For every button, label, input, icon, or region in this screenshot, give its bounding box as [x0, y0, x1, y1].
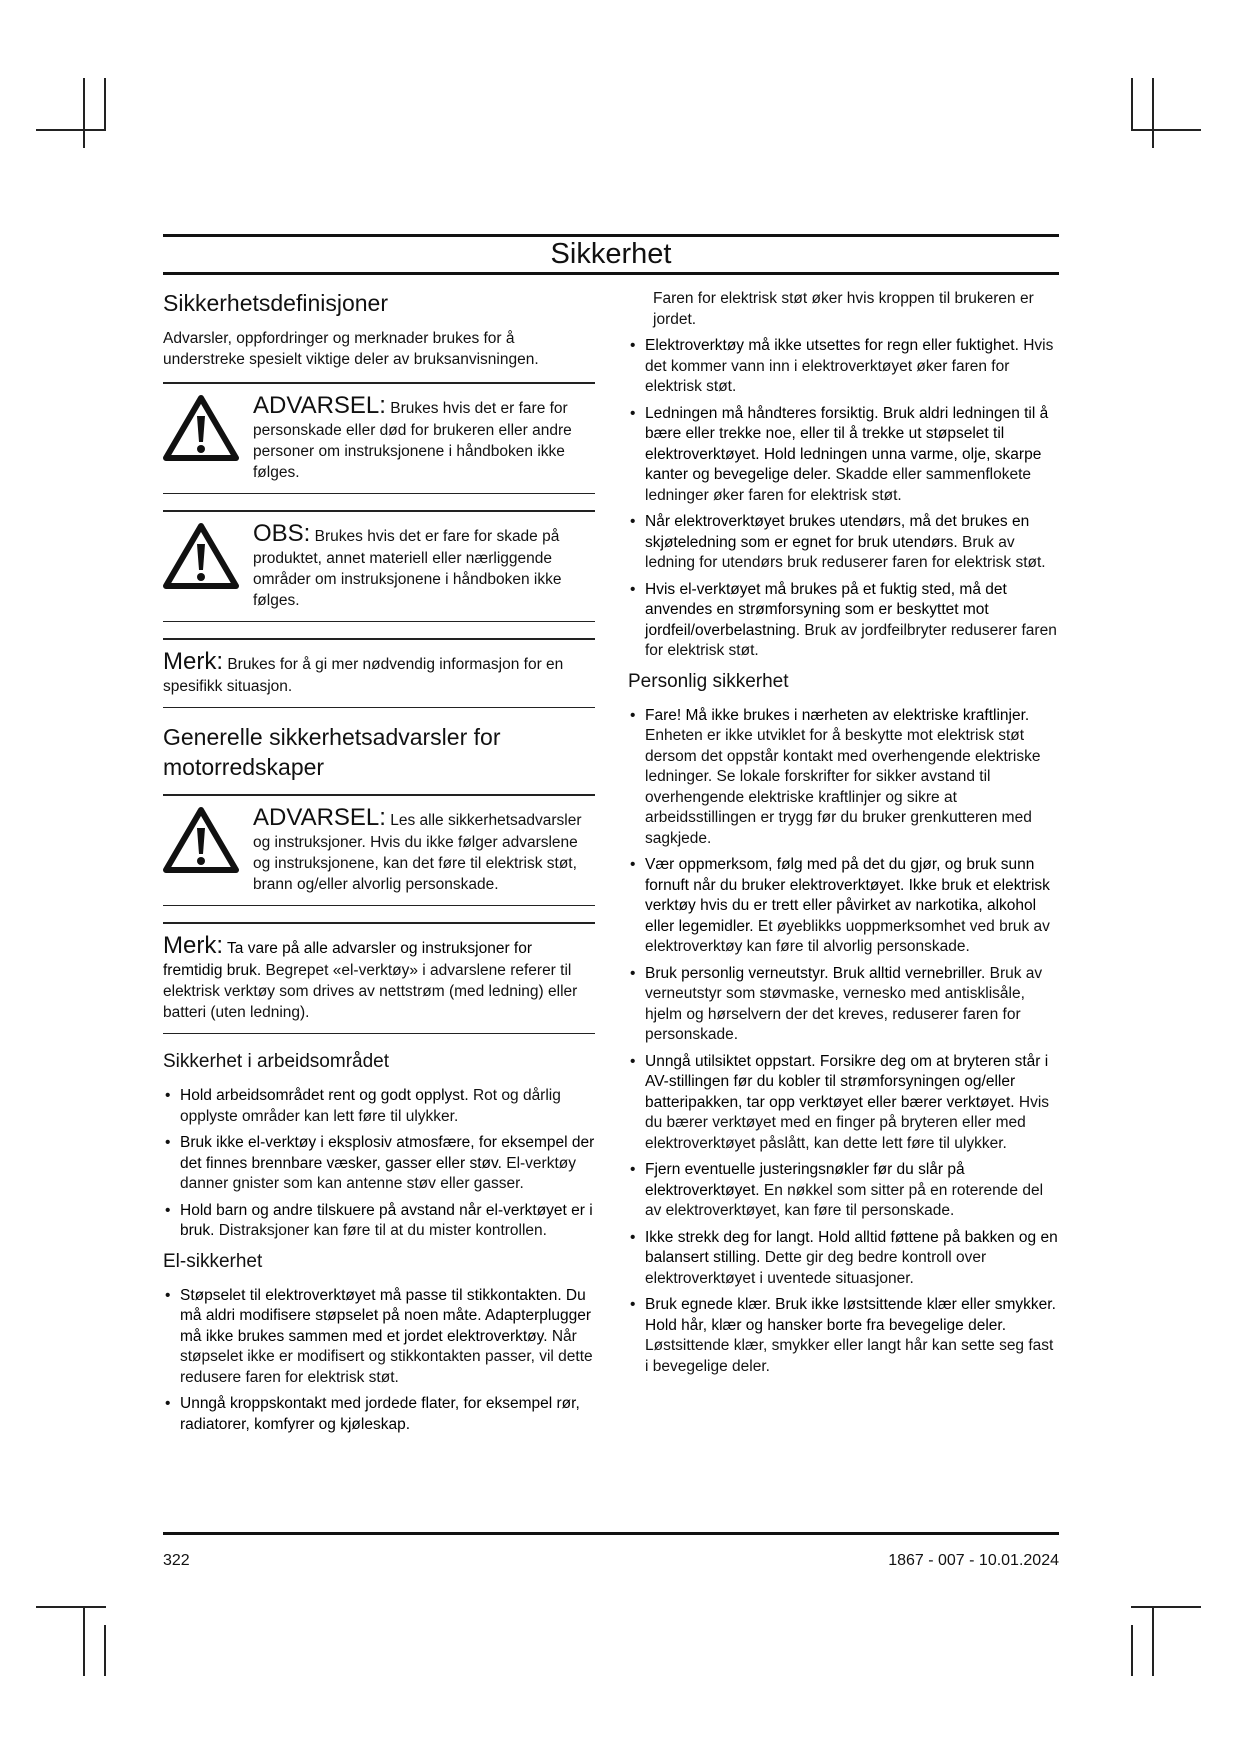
- divider: [163, 493, 595, 495]
- caution-notice: [163, 512, 595, 621]
- item-bold: Fare! Må ikke brukes i nærheten av elektriske kraftlinjer.: [645, 706, 1030, 724]
- page-title: Sikkerhet: [550, 238, 672, 270]
- general-note: [163, 924, 595, 1033]
- item-text: Bruk av verneutstyr som støvmaske, vernesko med antisklisåle, hjelm og hørselvern der det kreves, reduserer faren for personskade.: [645, 964, 1043, 1043]
- list-item: • Bruk ikke el-verktøy i eksplosiv atmosfære, for eksempel der det finnes brennbare væsker, gasser eller støv. El-verktøy danner gnister som kan antenne støv eller gasser.: [165, 1134, 595, 1192]
- crop-mark: [83, 78, 85, 148]
- item-text: Distraksjoner kan føre til at du mister kontrollen.: [218, 1222, 547, 1239]
- divider: [163, 621, 595, 623]
- item-text: El-verktøy danner gnister som kan antenne støv eller gasser.: [180, 1154, 576, 1192]
- list-item: • Hvis el-verktøyet må brukes på et fuktig sted, må det anvendes en strømforsyning som er beskyttet mot jordfeil/overbelastning. Bruk av jordfeilbryter reduserer faren for elektrisk støt.: [630, 580, 1057, 659]
- item-bold: Hvis el-verktøyet må brukes på et fuktig sted, må det anvendes en strømforsyning som er beskyttet mot jordfeil/overbelastning.: [645, 580, 1007, 639]
- divider: [163, 905, 595, 907]
- caution-text: Brukes hvis det er fare for skade på produktet, annet materiell eller nærliggende områder om instruksjonene i håndboken ikke følges.: [253, 527, 562, 609]
- item-bold: Når elektroverktøyet brukes utendørs, må det brukes en skjøteledning som er egnet for bruk utendørs.: [645, 513, 1030, 551]
- list-item: • Bruk egnede klær. Bruk ikke løstsittende klær eller smykker. Hold hår, klær og hansker borte fra bevegelige deler. Løstsittende klær, smykker eller langt hår kan sette seg fast i bevegelige deler.: [630, 1296, 1056, 1375]
- warning-triangle-icon: [163, 522, 239, 590]
- warning-triangle-icon: [163, 806, 239, 874]
- item-text: Hvis du bærer verktøyet med en finger på bryteren eller med elektroverktøyet påslått, kan dette lett føre til ulykker.: [645, 1093, 1050, 1152]
- list-item: • Når elektroverktøyet brukes utendørs, må det brukes en skjøteledning som er egnet for bruk utendørs. Bruk av ledning for utendørs bruk reduserer faren for elektrisk støt.: [630, 513, 1046, 571]
- list-item: • Unngå utilsiktet oppstart. Forsikre deg om at bryteren står i AV-stillingen før du kobler til strømforsyningen og/eller batteripakken, tar opp verktøyet eller bærer verktøyet. Hvis du bærer verktøyet med en finger på bryteren eller med elektroverktøyet påslått, kan dette lett føre til ulykker.: [630, 1052, 1050, 1152]
- definitions-heading: Sikkerhetsdefinisjoner: [163, 290, 389, 316]
- item-text: Rot og dårlig opplyste områder kan lett føre til ulykker.: [180, 1087, 561, 1125]
- page-number: 322: [163, 1552, 190, 1569]
- item-text: Løstsittende klær, smykker eller langt hår kan sette seg fast i bevegelige deler.: [645, 1337, 1054, 1375]
- note-text: Brukes for å gi mer nødvendig informasjon for en spesifikk situasjon.: [163, 655, 564, 695]
- general-note-text: Begrepet «el-verktøy» i advarslene referer til elektrisk verktøy som drives av nettstrøm (med ledning) eller batteri (uten ledning).: [163, 961, 578, 1021]
- definitions-intro: Advarsler, oppfordringer og merknader brukes for å understreke spesielt viktige deler av bruksanvisningen.: [163, 330, 539, 368]
- list-item: • Hold arbeidsområdet rent og godt opplyst. Rot og dårlig opplyste områder kan lett føre til ulykker.: [165, 1087, 561, 1125]
- item-bold: Unngå kroppskontakt med jordede flater, for eksempel rør, radiatorer, komfyrer og kjøleskap.: [180, 1395, 580, 1433]
- crop-mark: [1131, 129, 1201, 131]
- header-bottom-rule: [163, 272, 1059, 275]
- crop-mark: [1131, 78, 1133, 130]
- continuation-text: Faren for elektrisk støt øker hvis kroppen til brukeren er jordet.: [653, 290, 1034, 328]
- footer-rule: [163, 1532, 1059, 1535]
- list-item: • Fjern eventuelle justeringsnøkler før du slår på elektroverktøyet. En nøkkel som sitter på en roterende del av elektroverktøyet, kan føre til personskade.: [630, 1161, 1044, 1219]
- warning-triangle-icon: [163, 394, 239, 462]
- list-item: • Unngå kroppskontakt med jordede flater, for eksempel rør, radiatorer, komfyrer og kjøleskap.: [165, 1395, 580, 1433]
- item-bold: Unngå utilsiktet oppstart. Forsikre deg om at bryteren står i AV-stillingen før du kobler til strømforsyningen og/eller batteripakken, tar opp verktøyet eller bærer verktøyet.: [645, 1052, 1049, 1111]
- crop-mark: [1131, 1625, 1133, 1676]
- item-text: Et øyeblikks uoppmerksomhet ved bruk av elektroverktøy kan føre til alvorlig personskade.: [645, 917, 1050, 955]
- list-item: • Hold barn og andre tilskuere på avstand når el-verktøyet er i bruk. Distraksjoner kan føre til at du mister kontrollen.: [165, 1201, 593, 1239]
- general-warning-text: Les alle sikkerhetsadvarsler og instruksjoner. Hvis du ikke følger advarslene og instruksjonene, kan det føre til elektrisk støt, brann og/eller alvorlig personskade.: [253, 811, 582, 893]
- crop-mark: [1131, 1606, 1201, 1608]
- item-text: Dette gir deg bedre kontroll over elektroverktøyet i uventede situasjoner.: [645, 1249, 987, 1287]
- electrical-list-continued: [628, 336, 1059, 662]
- item-text: Skadde eller sammenflokete ledninger øker faren for elektrisk støt.: [645, 466, 1032, 504]
- item-bold: Ikke strekk deg for langt. Hold alltid føttene på bakken og en balansert stilling.: [645, 1228, 1058, 1266]
- item-text: Bruk av ledning for utendørs bruk reduserer faren for elektrisk støt.: [645, 533, 1046, 571]
- crop-mark: [36, 129, 106, 131]
- item-text: Enheten er ikke utviklet for å beskytte mot elektrisk støt dersom det oppstår kontakt med overhengende elektriske ledninger. Se lokale forskrifter for sikker avstand til overhengende elektriske kraftlinjer og sikre at arbeidsstillingen er trygg før du bruker grenkutteren med sagkjede.: [645, 727, 1041, 847]
- warning-notice: [163, 384, 595, 493]
- note-label: Merk:: [163, 647, 223, 675]
- warning-label: ADVARSEL:: [253, 391, 386, 419]
- list-item: • Støpselet til elektroverktøyet må passe til stikkontakten. Du må aldri modifisere støpselet på noen måte. Adapterplugger må ikke brukes sammen med et jordet elektroverktøy. Når støpselet ikke er modifisert og stikkontakten passer, vil dette redusere faren for elektrisk støt.: [165, 1286, 593, 1386]
- personal-list: [628, 706, 1059, 1378]
- right-column: [628, 288, 1059, 1383]
- list-item: • Elektroverktøy må ikke utsettes for regn eller fuktighet. Hvis det kommer vann inn i elektroverktøyet øker faren for elektrisk støt.: [630, 337, 1054, 395]
- crop-mark: [1152, 78, 1154, 148]
- item-text: Hvis det kommer vann inn i elektroverktøyet øker faren for elektrisk støt.: [645, 337, 1054, 395]
- item-bold: Elektroverktøy må ikke utsettes for regn eller fuktighet.: [645, 337, 1019, 354]
- item-bold: Ledningen må håndteres forsiktig. Bruk aldri ledningen til å bære eller trekke noe, eller til å trekke ut støpselet til elektroverktøyet. Hold ledningen unna varme, olje, skarpe kanter og bevegelige deler.: [645, 404, 1049, 483]
- general-note-bold: Ta vare på alle advarsler og instruksjoner for fremtidig bruk.: [163, 939, 533, 979]
- crop-mark: [104, 1625, 106, 1676]
- item-bold: Bruk egnede klær. Bruk ikke løstsittende klær eller smykker. Hold hår, klær og hansker borte fra bevegelige deler.: [645, 1296, 1056, 1334]
- general-note-label: Merk:: [163, 931, 223, 959]
- item-text: Når støpselet ikke er modifisert og stikkontakten passer, vil dette redusere faren for elektrisk støt.: [180, 1327, 593, 1386]
- crop-mark: [36, 1606, 106, 1608]
- item-bold: Fjern eventuelle justeringsnøkler før du slår på elektroverktøyet.: [645, 1161, 965, 1199]
- item-bold: Bruk personlig verneutstyr. Bruk alltid vernebriller.: [645, 964, 986, 982]
- item-bold: Hold arbeidsområdet rent og godt opplyst.: [180, 1087, 469, 1104]
- list-item: • Bruk personlig verneutstyr. Bruk alltid vernebriller. Bruk av verneutstyr som støvmaske, vernesko med antisklisåle, hjelm og hørselvern der det kreves, reduserer faren for personskade.: [630, 964, 1043, 1043]
- general-heading: Generelle sikkerhetsadvarsler for motorredskaper: [163, 724, 501, 780]
- personal-heading: Personlig sikkerhet: [628, 670, 789, 692]
- item-text: Bruk av jordfeilbryter reduserer faren for elektrisk støt.: [645, 621, 1057, 659]
- electrical-heading: El-sikkerhet: [163, 1250, 263, 1272]
- divider: [163, 707, 595, 709]
- crop-mark: [1152, 1606, 1154, 1676]
- warning-text: Brukes hvis det er fare for personskade eller død for brukeren eller andre personer om instruksjonene i håndboken ikke følges.: [253, 399, 572, 481]
- item-text: En nøkkel som sitter på en roterende del av elektroverktøyet, kan føre til personskade.: [645, 1181, 1044, 1219]
- general-warning-notice: [163, 796, 595, 905]
- item-bold: Vær oppmerksom, følg med på det du gjør, og bruk sunn fornuft når du bruker elektroverktøyet. Ikke bruk et elektrisk verktøy hvis du er trett eller påvirket av narkotika, alkohol eller legemidler.: [645, 856, 1050, 935]
- electrical-list: [163, 1286, 595, 1436]
- crop-mark: [104, 78, 106, 130]
- list-item: • Fare! Må ikke brukes i nærheten av elektriske kraftlinjer. Enheten er ikke utviklet for å beskytte mot elektrisk støt dersom det oppstår kontakt med overhengende elektriske ledninger. Se lokale forskrifter for sikker avstand til overhengende elektriske kraftlinjer og sikre at arbeidsstillingen er trygg før du bruker grenkutteren med sagkjede.: [630, 706, 1041, 847]
- list-item: • Ikke strekk deg for langt. Hold alltid føttene på bakken og en balansert stilling. Dette gir deg bedre kontroll over elektroverktøyet i uventede situasjoner.: [630, 1228, 1058, 1287]
- divider: [163, 1033, 595, 1035]
- list-item: • Ledningen må håndteres forsiktig. Bruk aldri ledningen til å bære eller trekke noe, eller til å trekke ut støpselet til elektroverktøyet. Hold ledningen unna varme, olje, skarpe kanter og bevegelige deler. Skadde eller sammenflokete ledninger øker faren for elektrisk støt.: [630, 404, 1049, 504]
- document-id: 1867 - 007 - 10.01.2024: [888, 1552, 1059, 1569]
- caution-label: OBS:: [253, 519, 311, 547]
- list-item: • Vær oppmerksom, følg med på det du gjør, og bruk sunn fornuft når du bruker elektroverktøyet. Ikke bruk et elektrisk verktøy hvis du er trett eller påvirket av narkotika, alkohol eller legemidler. Et øyeblikks uoppmerksomhet ved bruk av elektroverktøy kan føre til alvorlig personskade.: [630, 856, 1050, 955]
- left-column: [163, 288, 595, 1441]
- workarea-list: [163, 1086, 595, 1242]
- item-bold: Hold barn og andre tilskuere på avstand når el-verktøyet er i bruk.: [180, 1201, 593, 1239]
- crop-mark: [83, 1606, 85, 1676]
- note-notice: [163, 640, 595, 707]
- item-bold: Bruk ikke el-verktøy i eksplosiv atmosfære, for eksempel der det finnes brennbare væsker, gasser eller støv.: [180, 1134, 595, 1172]
- workarea-heading: Sikkerhet i arbeidsområdet: [163, 1051, 389, 1072]
- general-warning-label: ADVARSEL:: [253, 803, 386, 831]
- item-bold: Støpselet til elektroverktøyet må passe til stikkontakten. Du må aldri modifisere støpselet på noen måte. Adapterplugger må ikke brukes sammen med et jordet elektroverktøy.: [180, 1286, 591, 1345]
